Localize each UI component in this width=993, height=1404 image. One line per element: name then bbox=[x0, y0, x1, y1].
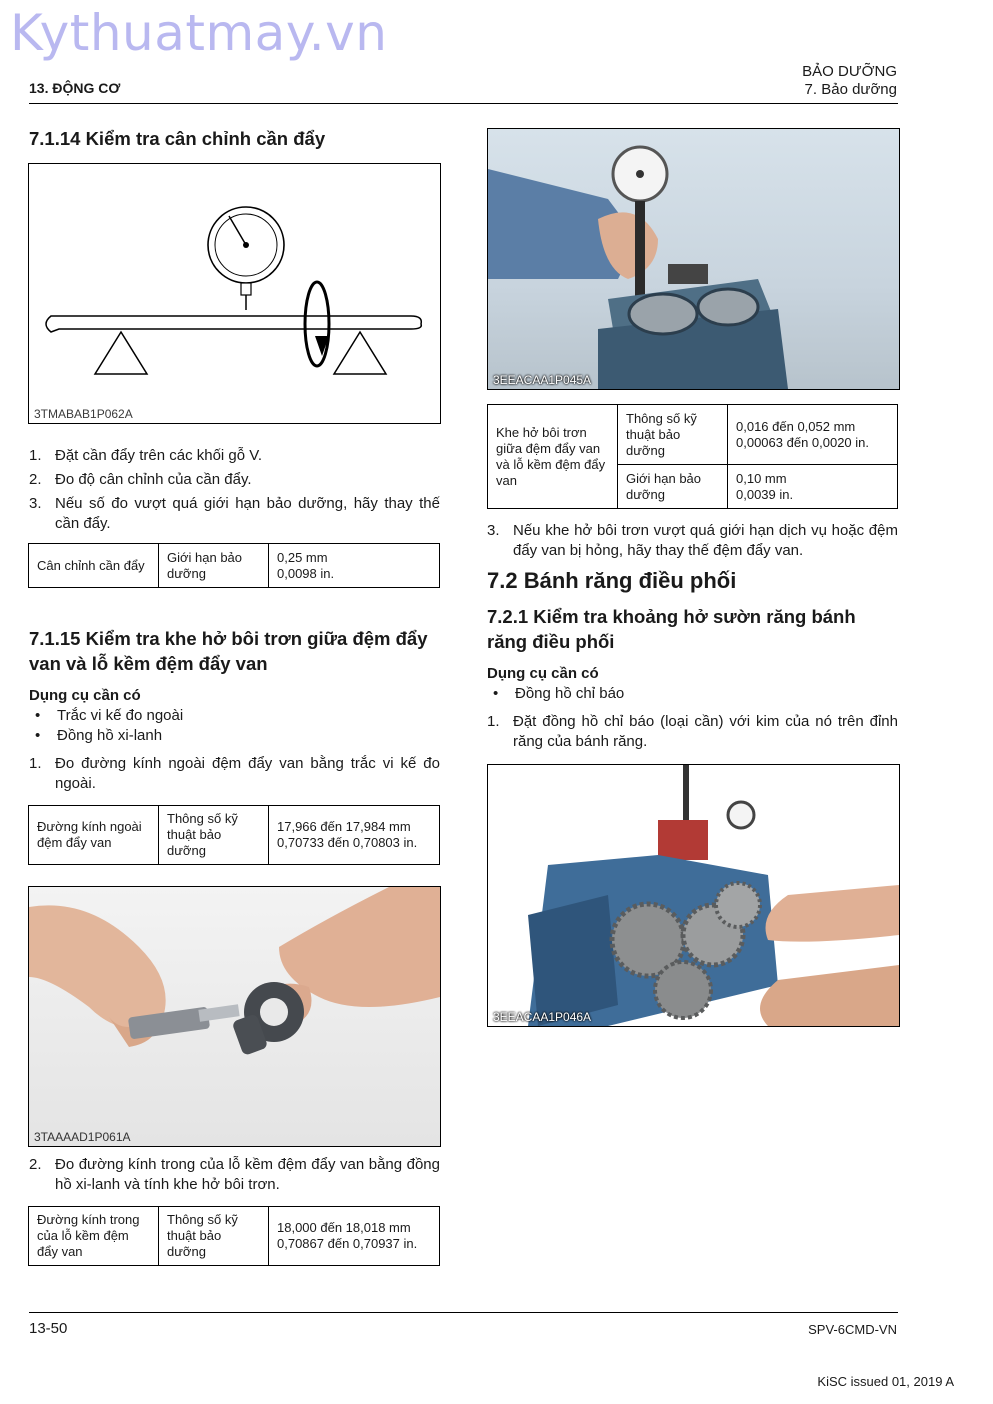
running-header bbox=[802, 63, 897, 99]
table-row bbox=[29, 1207, 440, 1266]
document-code: SPV-6CMD-VN bbox=[808, 1322, 897, 1337]
spec-value-metric: 18,000 đến 18,018 mm bbox=[277, 1220, 411, 1235]
spec-value-imperial: 0,70733 đến 0,70803 in. bbox=[277, 835, 418, 850]
figure-code: 3TAAAAD1P061A bbox=[34, 1130, 131, 1144]
cylinder-gauge-illustration bbox=[488, 129, 899, 389]
spec-value-metric: 0,016 đến 0,052 mm bbox=[736, 418, 856, 434]
spec-value-metric: 0,25 mm bbox=[277, 549, 328, 565]
spec-value-imperial: 0,00063 đến 0,0020 in. bbox=[736, 434, 870, 450]
list-item bbox=[487, 521, 898, 561]
step-text: Đo đường kính trong của lỗ kềm đệm đẩy van bằng đồng hồ xi-lanh và tính khe hở bôi trơn. bbox=[55, 1156, 440, 1193]
list-item: • Trắc vi kế đo ngoài bbox=[29, 706, 440, 726]
spec-value-imperial: 0,70867 đến 0,70937 in. bbox=[277, 1236, 418, 1251]
tools-label: Dụng cụ cần có bbox=[487, 665, 599, 682]
list-item bbox=[487, 712, 898, 752]
tools-list bbox=[487, 684, 898, 704]
pushrod-spec-table bbox=[28, 543, 440, 588]
spec-type: Thông số kỹ thuật bảo dưỡng bbox=[159, 1207, 269, 1266]
list-item: • Đồng hồ chỉ báo bbox=[487, 684, 898, 704]
table-row bbox=[488, 405, 898, 465]
subsection-name: 7. Bảo dưỡng bbox=[804, 81, 897, 98]
step-number: 1. bbox=[29, 447, 42, 464]
timing-gear-illustration bbox=[488, 765, 899, 1026]
section-7-1-15-title: 7.1.15 Kiểm tra khe hở bôi trơn giữa đệm đẩy van và lỗ kềm đệm đẩy van bbox=[29, 628, 428, 674]
step-text: Đo đường kính ngoài đệm đẩy van bằng trắc vi kế đo ngoài. bbox=[55, 755, 440, 792]
step-number: 2. bbox=[29, 471, 42, 488]
spec-value-metric: 0,10 mm bbox=[736, 470, 787, 486]
pushrod-diagram bbox=[29, 164, 440, 423]
step-number: 3. bbox=[487, 522, 500, 539]
spec-value-imperial: 0,0098 in. bbox=[277, 565, 335, 581]
pushrod-steps bbox=[29, 446, 440, 538]
section-7-2-1-title: 7.2.1 Kiểm tra khoảng hở sườn răng bánh răng điều phối bbox=[487, 606, 856, 652]
tools-list bbox=[29, 706, 440, 746]
figure-code: 3EEACAA1P046A bbox=[493, 1010, 592, 1024]
list-item bbox=[29, 446, 440, 466]
tappet-step-1 bbox=[29, 754, 440, 798]
figure-code: 3TMABAB1P062A bbox=[34, 407, 133, 421]
timing-gear-photo bbox=[487, 764, 900, 1027]
step-text: Đặt đồng hồ chỉ báo (loại cần) với kim của nó trên đỉnh răng của bánh răng. bbox=[513, 713, 898, 750]
micrometer-illustration bbox=[29, 887, 440, 1146]
figure-code: 3EEACAA1P045A bbox=[493, 373, 592, 387]
backlash-step-1 bbox=[487, 712, 898, 756]
spec-item: Đường kính trong của lỗ kềm đệm đẩy van bbox=[29, 1207, 159, 1266]
watermark-logo: Kythuatmay.vn bbox=[10, 4, 388, 62]
spec-value-metric: 17,966 đến 17,984 mm bbox=[277, 819, 411, 834]
spec-value-imperial: 0,0039 in. bbox=[736, 486, 794, 502]
chapter-title: 13. ĐỘNG CƠ bbox=[29, 80, 121, 96]
table-row bbox=[29, 544, 440, 588]
tappet-step-2 bbox=[29, 1155, 440, 1199]
step-text: Đo độ cân chỉnh của cần đẩy. bbox=[55, 471, 252, 488]
spec-item: Khe hở bôi trơn giữa đệm đẩy van và lỗ kềm đệm đẩy van bbox=[488, 405, 618, 509]
list-item bbox=[29, 494, 440, 534]
step-text: Đặt cần đẩy trên các khối gỗ V. bbox=[55, 447, 263, 464]
table-row bbox=[29, 806, 440, 865]
step-number: 1. bbox=[29, 755, 42, 772]
spec-value bbox=[728, 405, 898, 465]
oil-clearance-table bbox=[487, 404, 898, 509]
step-number: 3. bbox=[29, 495, 42, 512]
section-name: BẢO DƯỠNG bbox=[802, 63, 897, 80]
step-text: Nếu khe hở bôi trơn vượt quá giới hạn dịch vụ hoặc đệm đẩy van bị hỏng, hãy thay thế đệm đẩy van. bbox=[513, 522, 898, 559]
section-7-1-14-title: 7.1.14 Kiểm tra cân chỉnh cần đẩy bbox=[29, 128, 326, 149]
list-item bbox=[29, 1155, 440, 1195]
pushrod-alignment-figure bbox=[28, 163, 441, 424]
step-number: 2. bbox=[29, 1156, 42, 1173]
tools-label: Dụng cụ cần có bbox=[29, 687, 141, 704]
spec-type: Giới hạn bảo dưỡng bbox=[618, 465, 728, 509]
page-number: 13-50 bbox=[29, 1320, 68, 1337]
cylinder-gauge-photo bbox=[487, 128, 900, 390]
spec-value bbox=[269, 806, 440, 865]
tappet-guide-id-table bbox=[28, 1206, 440, 1266]
list-item bbox=[29, 754, 440, 794]
spec-item: Đường kính ngoài đệm đẩy van bbox=[29, 806, 159, 865]
issue-note: KiSC issued 01, 2019 A bbox=[817, 1374, 954, 1389]
header-rule bbox=[29, 103, 898, 104]
spec-type: Thông số kỹ thuật bảo dưỡng bbox=[159, 806, 269, 865]
list-item bbox=[29, 470, 440, 490]
oil-clearance-step-3 bbox=[487, 521, 898, 565]
tappet-od-table bbox=[28, 805, 440, 865]
spec-type: Giới hạn bảo dưỡng bbox=[159, 544, 269, 588]
step-number: 1. bbox=[487, 713, 500, 730]
micrometer-photo bbox=[28, 886, 441, 1147]
spec-type: Thông số kỹ thuật bảo dưỡng bbox=[618, 405, 728, 465]
section-7-2-title: 7.2 Bánh răng điều phối bbox=[487, 568, 737, 593]
spec-item: Cân chỉnh cần đẩy bbox=[29, 544, 159, 588]
list-item: • Đồng hồ xi-lanh bbox=[29, 726, 440, 746]
spec-value bbox=[269, 544, 440, 588]
spec-value bbox=[269, 1207, 440, 1266]
step-text: Nếu số đo vượt quá giới hạn bảo dưỡng, hãy thay thế cần đẩy. bbox=[55, 495, 440, 532]
footer-rule bbox=[29, 1312, 898, 1313]
spec-value bbox=[728, 465, 898, 509]
